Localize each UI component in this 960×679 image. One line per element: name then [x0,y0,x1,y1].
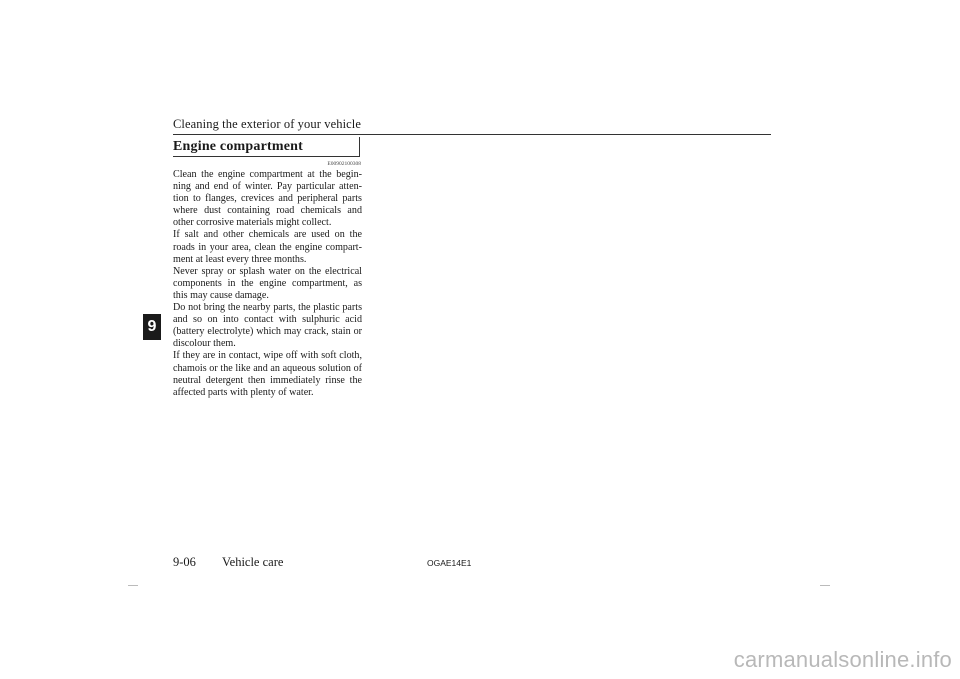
running-header-title: Cleaning the exterior of your vehicle [173,117,362,131]
header-rule [173,134,771,135]
chapter-tab: 9 [143,314,161,340]
crop-mark-left [128,585,138,586]
crop-mark-right [820,585,830,586]
document-code: E00902100308 [327,161,361,167]
paragraph-5: If they are in contact, wipe off with soft cloth, chamois or the like and an aqueous solution of neutral detergent then immediately rinse the affected parts with plenty of water. [173,350,362,398]
paragraph-1: Clean the engine compartment at the beginning and end of winter. Pay particular attention to flanges, crevices and peripheral parts where dust containing road chemicals and other corrosive materials might collect. [173,169,362,229]
model-code: OGAE14E1 [427,558,472,568]
body-text [173,169,362,399]
section-heading: Engine compartment [173,139,303,154]
page-number: 9-06 [173,555,196,569]
paragraph-4: Do not bring the nearby parts, the plastic parts and so on into contact with sulphuric acid (battery electrolyte) which may crack, stain or discolour them. [173,302,362,350]
footer-section-name: Vehicle care [222,555,284,569]
section-heading-box [173,137,360,157]
watermark: carmanualsonline.info [733,647,952,672]
paragraph-3: Never spray or splash water on the electrical components in the engine compartment, as this may cause damage. [173,265,362,301]
paragraph-2: If salt and other chemicals are used on the roads in your area, clean the engine compartment at least every three months. [173,229,362,265]
